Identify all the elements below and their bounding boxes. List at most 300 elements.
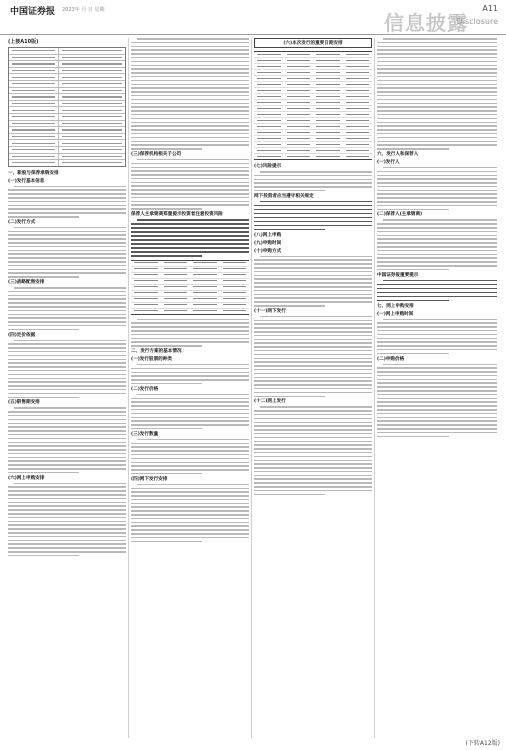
text-line [8,272,126,274]
text-line [377,42,497,44]
text-line [8,197,126,199]
table-cell [254,88,284,93]
text-line [377,57,497,59]
cell-text [134,298,158,299]
text-line [377,133,497,135]
text-line [131,223,249,225]
cell-text [287,84,311,85]
text-line [131,465,249,467]
section-heading: (二)申购价格 [377,356,405,362]
text-line [254,471,372,473]
text-line [377,197,497,199]
table-cell [9,107,59,113]
table-cell [190,279,220,284]
text-line [131,345,202,347]
text-line [131,383,202,385]
text-line [254,418,372,420]
table-cell [161,267,191,272]
text-line [131,148,202,150]
text-line [254,294,372,296]
cell-text [193,268,217,269]
paragraph [131,394,249,430]
text-line [377,394,497,396]
text-line [131,443,249,445]
text-line [377,257,497,259]
text-line [254,354,372,356]
text-line [131,110,249,112]
text-line [8,362,126,364]
table-cell [190,309,220,314]
cell-text [12,96,55,97]
text-line [8,205,126,207]
text-line [377,288,497,290]
section-heading: 七、网上申购安排 [377,303,414,309]
text-line [383,38,497,40]
text-line [377,231,497,233]
newspaper-masthead: 中国证券报 [10,7,56,17]
text-line [377,103,497,105]
text-line [8,321,126,323]
text-line [254,467,372,469]
text-line [8,366,126,368]
text-line [131,255,202,257]
text-line [8,261,126,263]
cell-text [12,149,55,150]
table-cell [9,48,59,54]
text-line [8,505,126,507]
cell-text [223,286,247,287]
cell-text [287,102,311,103]
cell-text [134,262,158,263]
paragraph [254,406,372,495]
cell-text [316,120,340,121]
cell-text [287,96,311,97]
table-cell [9,147,59,153]
text-line [131,428,202,430]
cell-text [12,77,55,78]
text-line [8,434,126,436]
text-line [254,213,372,215]
text-line [131,129,249,131]
text-line [377,99,497,101]
table-cell [284,142,314,147]
text-line [377,84,497,86]
text-line [8,212,126,214]
cell-text [346,84,370,85]
cell-text [257,102,281,103]
text-line [8,231,126,233]
text-line [383,280,497,282]
text-line [131,251,249,253]
text-line [8,374,126,376]
cell-text [316,54,340,55]
table-cell [161,297,191,302]
table-cell [161,273,191,278]
table-row [254,154,372,159]
text-line [254,225,372,227]
cell-text [257,84,281,85]
cell-text [287,144,311,145]
text-line [131,122,249,124]
cell-text [257,90,281,91]
text-line [131,182,249,184]
paragraph [131,319,249,347]
text-line [131,495,249,497]
text-line [8,464,126,466]
text-line [254,286,372,288]
cell-text [134,286,158,287]
text-line [8,343,126,345]
cell-text [316,72,340,73]
table-cell [9,140,59,146]
text-line [254,327,372,329]
table-cell [9,121,59,127]
data-table [131,260,249,315]
text-line [254,429,372,431]
table-row [131,309,249,314]
table-row [9,121,125,128]
text-line [377,269,449,271]
text-line [137,394,249,396]
text-line [131,106,249,108]
issue-date: 2023年 月 日 星期 [62,7,105,13]
table-cell [284,148,314,153]
paragraph [131,364,249,384]
table-cell [254,148,284,153]
table-cell [220,285,250,290]
table-cell [284,118,314,123]
cell-text [164,280,188,281]
text-line [131,398,249,400]
cell-text [257,138,281,139]
table-cell [59,134,125,140]
text-line [377,141,497,143]
text-line [131,499,249,501]
text-line [254,190,325,192]
text-line [131,185,249,187]
text-line [377,65,497,67]
text-line [377,80,497,82]
cell-text [12,103,55,104]
text-line [377,250,497,252]
text-line [131,80,249,82]
text-line [377,432,497,434]
cell-text [134,274,158,275]
table-cell [343,142,373,147]
text-line [131,103,249,105]
text-line [377,409,497,411]
text-line [260,171,372,173]
text-line [254,335,372,337]
table-cell [284,112,314,117]
text-line [131,469,249,471]
table-cell [220,297,250,302]
text-line [377,334,497,336]
section-heading: (一)发行基本信息 [8,178,45,184]
continued-from-label: (上接A10版) [8,39,39,45]
text-line [377,171,497,173]
text-line [377,87,497,89]
table-cell [59,101,125,107]
cell-text [193,310,217,311]
text-line [8,551,126,553]
text-line [131,170,249,172]
paragraph [254,256,372,307]
cell-text [287,156,311,157]
table-cell [9,101,59,107]
text-line [131,491,249,493]
text-line [377,61,497,63]
text-line [377,420,497,422]
cell-text [346,66,370,67]
text-line [383,364,497,366]
section-heading: 一、新股与保荐承销安排 [8,170,59,176]
table-cell [284,58,314,63]
cell-text [316,114,340,115]
text-line [8,430,126,432]
cell-text [12,116,55,117]
section-heading: (四)网下发行安排 [131,476,168,482]
table-cell [9,81,59,87]
table-cell [59,127,125,133]
table-cell [9,74,59,80]
table-cell [284,76,314,81]
text-line [254,392,372,394]
cell-text [12,57,55,58]
table-cell [131,279,161,284]
text-line [8,423,126,425]
text-line [8,253,126,255]
text-line [254,209,372,211]
cell-text [316,126,340,127]
text-line [131,405,249,407]
text-line [377,265,497,267]
text-line [254,358,372,360]
section-heading: (一)发行人 [377,159,400,165]
text-line [254,361,372,363]
cell-text [164,274,188,275]
table-cell [254,136,284,141]
cell-text [12,63,55,64]
text-line [137,364,249,366]
cell-text [223,274,247,275]
paragraph [377,280,497,302]
cell-text [223,280,247,281]
text-line [377,53,497,55]
section-title: 信息披露 [384,11,468,35]
text-line [254,275,372,277]
table-cell [254,58,284,63]
text-line [377,375,497,377]
paragraph [8,287,126,330]
text-line [8,498,126,500]
text-line [377,322,497,324]
section-heading: (一)网上申购时间 [377,311,414,317]
text-line [8,490,126,492]
text-line [254,320,372,322]
text-line [131,65,249,67]
cell-text [12,83,55,84]
text-line [8,419,126,421]
cell-text [134,268,158,269]
page-header [0,0,506,35]
text-line [8,269,126,271]
text-line [377,436,449,438]
table-cell [161,309,191,314]
table-cell [220,261,250,266]
table-row [9,68,125,75]
cell-text [257,72,281,73]
text-line [8,457,126,459]
text-line [131,144,249,146]
table-cell [59,94,125,100]
section-heading: 六、发行人和保荐人 [377,151,419,157]
table-cell [343,58,373,63]
text-line [8,555,79,557]
text-line [377,122,497,124]
highlight-heading: 中国证券报重要提示 [377,272,419,278]
text-line [8,517,126,519]
text-line [131,76,249,78]
cell-text [316,78,340,79]
table-row [9,101,125,108]
cell-text [257,144,281,145]
cell-text [257,114,281,115]
table-row [9,127,125,134]
text-line [131,163,249,165]
table-cell [161,261,191,266]
cell-text [62,149,122,150]
text-line [377,235,497,237]
text-line [377,175,497,177]
cell-text [62,123,122,124]
cell-text [316,132,340,133]
table-cell [343,154,373,159]
text-line [260,256,372,258]
text-line [131,450,249,452]
table-cell [131,285,161,290]
cell-text [62,50,122,51]
text-line [377,386,497,388]
cell-text [316,144,340,145]
column-divider [128,38,129,738]
cell-text [223,268,247,269]
table-cell [220,267,250,272]
paragraph [377,38,497,150]
cell-text [257,120,281,121]
text-line [8,397,79,399]
section-heading: (二)发行方式 [8,219,36,225]
table-cell [254,76,284,81]
cell-text [12,162,55,163]
page-number: A11 [482,4,498,13]
text-line [8,298,126,300]
text-line [377,193,497,195]
table-cell [131,297,161,302]
table-cell [313,148,343,153]
text-line [131,95,249,97]
table-cell [284,52,314,57]
text-line [8,528,126,530]
info-table [8,47,126,167]
text-line [131,99,249,101]
cell-text [316,156,340,157]
text-line [377,379,497,381]
paragraph [131,159,249,210]
cell-text [12,90,55,91]
cell-text [287,126,311,127]
cell-text [257,126,281,127]
cell-text [193,286,217,287]
text-line [377,242,497,244]
cell-text [62,143,122,144]
paragraph [377,219,497,270]
cell-text [134,310,158,311]
text-line [377,398,497,400]
text-line [131,227,249,229]
text-line [131,178,249,180]
section-heading: 二、发行方案的基本情况 [131,348,182,354]
text-line [131,503,249,505]
table-cell [190,267,220,272]
text-line [254,290,372,292]
cell-text [193,274,217,275]
text-line [131,137,249,139]
table-cell [59,61,125,67]
text-line [8,486,126,488]
cell-text [12,156,55,157]
text-line [260,406,372,408]
table-cell [9,88,59,94]
table-cell [190,285,220,290]
text-line [8,208,126,210]
cell-text [346,72,370,73]
cell-text [346,96,370,97]
text-line [377,227,497,229]
text-line [254,456,372,458]
cell-text [193,298,217,299]
text-line [131,330,249,332]
paragraph [8,340,126,398]
cell-text [164,298,188,299]
table-cell [190,291,220,296]
cell-text [164,268,188,269]
text-line [377,353,449,355]
table-cell [254,94,284,99]
text-line [377,190,497,192]
text-line [131,446,249,448]
table-cell [220,273,250,278]
cell-text [316,66,340,67]
text-line [254,205,372,207]
cell-text [346,60,370,61]
text-line [14,227,126,229]
table-cell [9,154,59,160]
text-line [377,330,497,332]
cell-text [287,114,311,115]
table-cell [59,147,125,153]
text-line [131,42,249,44]
table-cell [313,52,343,57]
cell-text [12,70,55,71]
text-line [8,385,126,387]
text-line [8,302,126,304]
cell-text [134,304,158,305]
text-line [131,525,249,527]
text-line [254,350,372,352]
table-cell [284,130,314,135]
cell-text [257,132,281,133]
